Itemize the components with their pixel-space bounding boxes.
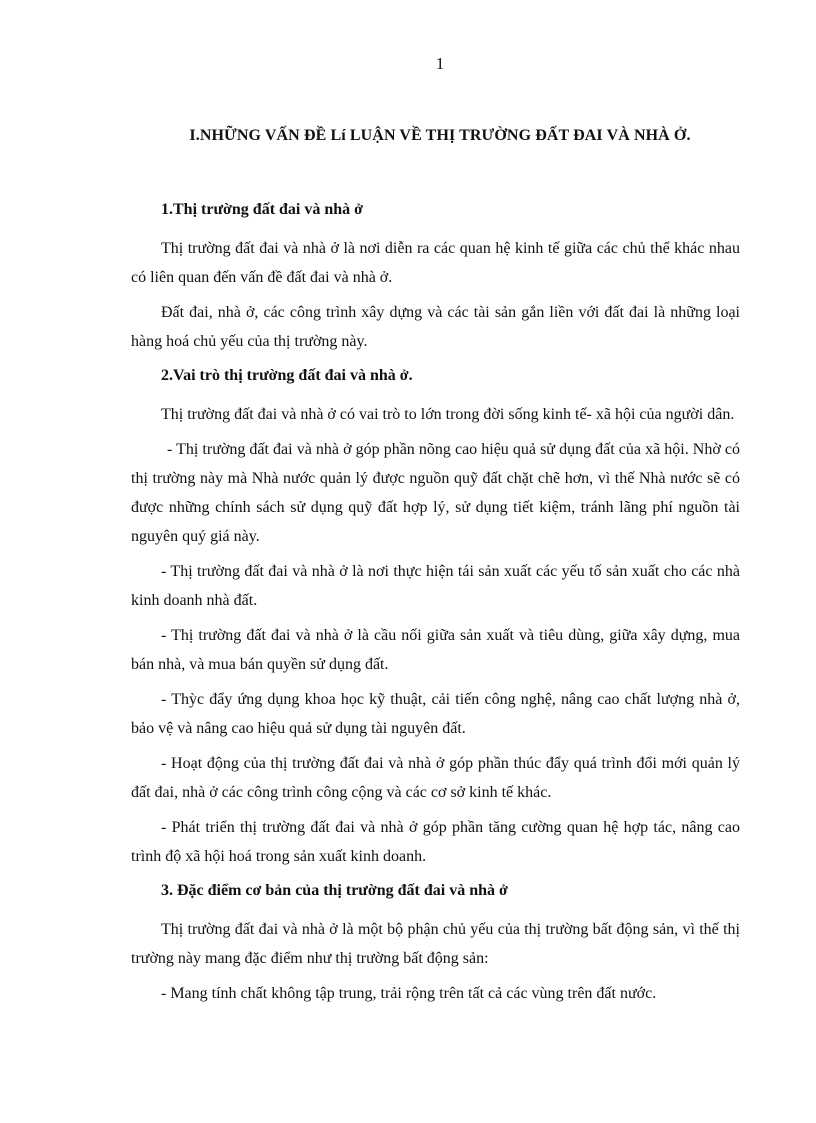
paragraph: - Hoạt động của thị trường đất đai và nhà ở góp phần thúc đẩy quá trình đổi mới quản lý đất đai, nhà ở các công trình công cộng và các cơ sở kinh tế khác. [131,755,740,801]
section-heading: 1.Thị trường đất đai và nhà ở [161,201,364,218]
paragraph: - Thị trường đất đai và nhà ở là cầu nối giữa sản xuất và tiêu dùng, giữa xây dựng, mua bán nhà, và mua bán quyền sử dụng đất. [131,627,740,673]
paragraph: - Thị trường đất đai và nhà ở là nơi thực hiện tái sản xuất các yếu tố sản xuất cho các nhà kinh doanh nhà đất. [131,563,740,609]
paragraph: - Thị trường đất đai và nhà ở góp phần nõng cao hiệu quả sử dụng đất của xã hội. Nhờ có thị trường này mà Nhà nước quản lý được nguồn quỹ đất chặt chẽ hơn, vì thế Nhà nước sẽ có được những chính sách sử dụng quỹ đất hợp lý, sử dụng tiết kiệm, tránh lãng phí nguồn tài nguyên quý giá này. [131,441,740,545]
paragraph: - Mang tính chất không tập trung, trải rộng trên tất cả các vùng trên đất nước. [161,985,657,1002]
document-body [131,196,740,1014]
page-number: 1 [435,54,445,73]
paragraph: - Phát triển thị trường đất đai và nhà ở góp phần tăng cường quan hệ hợp tác, nâng cao trình độ xã hội hoá trong sản xuất kinh doanh. [131,819,740,865]
section-heading: 3. Đặc điểm cơ bản của thị trường đất đai và nhà ở [161,882,508,899]
section-heading: 2.Vai trò thị trường đất đai và nhà ở. [161,367,413,384]
chapter-title: I.NHỮNG VẤN ĐỀ Lí LUẬN VỀ THỊ TRƯỜNG ĐẤT ĐAI VÀ NHÀ Ở. [189,127,691,144]
paragraph: Thị trường đất đai và nhà ở là một bộ phận chủ yếu của thị trường bất động sản, vì thế thị trường này mang đặc điểm như thị trường bất động sản: [131,921,740,967]
paragraph: - Thỳc đẩy ứng dụng khoa học kỹ thuật, cải tiến công nghệ, nâng cao chất lượng nhà ở, bảo vệ và nâng cao hiệu quả sử dụng tài nguyên đất. [131,691,740,737]
paragraph: Đất đai, nhà ở, các công trình xây dựng và các tài sản gắn liền với đất đai là những loại hàng hoá chủ yếu của thị trường này. [131,304,740,350]
paragraph: Thị trường đất đai và nhà ở là nơi diễn ra các quan hệ kinh tế giữa các chủ thể khác nhau có liên quan đến vấn đề đất đai và nhà ở. [131,240,740,286]
paragraph: Thị trường đất đai và nhà ở có vai trò to lớn trong đời sống kinh tế- xã hội của người dân. [161,406,735,423]
